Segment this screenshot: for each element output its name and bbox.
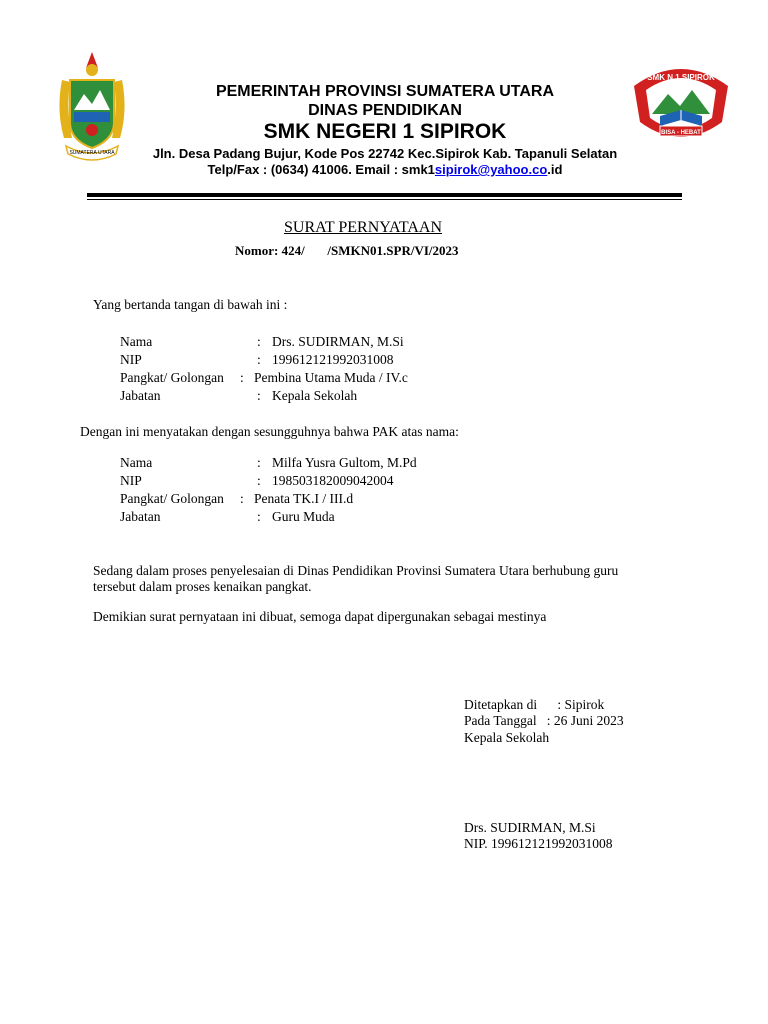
school-logo-label: SMK N 1 SIPIROK (647, 73, 715, 82)
signature-position: Kepala Sekolah (464, 730, 550, 745)
body-text-line1: Sedang dalam proses penyelesaian di Dinas Pendidikan Provinsi Sumatera Utara berhubung guru (93, 563, 619, 578)
email-link[interactable]: sipirok@yahoo.co (434, 162, 548, 177)
colon: : (257, 352, 261, 367)
signer-row-name (120, 334, 520, 352)
closing-text: Demikian surat pernyataan ini dibuat, semoga dapat dipergunakan sebagai mestinya (93, 609, 547, 624)
letterhead-contact (126, 162, 644, 177)
letter-title: SURAT PERNYATAAN (283, 219, 442, 236)
left-logo-caption: SUMATERA UTARA (69, 150, 115, 156)
school-logo (632, 60, 730, 146)
colon: : (257, 388, 261, 403)
subject-label: Pangkat/ Golongan (120, 491, 224, 506)
body-text-line2: tersebut dalam proses kenaikan pangkat. (93, 579, 312, 594)
signer-label: Nama (120, 334, 153, 349)
colon: : (257, 334, 261, 349)
contact-prefix: Telp/Fax : (0634) 41006. Email : smk1 (207, 162, 435, 177)
colon: : (240, 491, 244, 506)
subject-value: Milfa Yusra Gultom, M.Pd (272, 455, 417, 470)
subject-row-nip (120, 473, 520, 491)
contact-suffix: .id (547, 162, 563, 177)
signer-row-rank (120, 370, 520, 388)
colon: : (257, 455, 261, 470)
letter-number: Nomor: 424/ /SMKN01.SPR/VI/2023 (235, 243, 459, 258)
subject-row-name (120, 455, 520, 473)
intro-text: Yang bertanda tangan di bawah ini : (93, 297, 288, 312)
subject-label: NIP (120, 473, 142, 488)
letterhead-government: PEMERINTAH PROVINSI SUMATERA UTARA (215, 83, 555, 100)
signer-label: NIP (120, 352, 142, 367)
signer-row-position (120, 388, 520, 406)
signer-value: Kepala Sekolah (272, 388, 358, 403)
school-logo-motto: BISA - HEBAT (661, 130, 701, 136)
subject-value: Penata TK.I / III.d (254, 491, 354, 506)
signature-name: Drs. SUDIRMAN, M.Si (464, 820, 596, 835)
signer-value: Drs. SUDIRMAN, M.Si (272, 334, 404, 349)
subject-row-position (120, 509, 520, 527)
signature-place: Ditetapkan di : Sipirok (464, 697, 605, 712)
letterhead-school-name: SMK NEGERI 1 SIPIROK (263, 120, 507, 143)
signer-value: Pembina Utama Muda / IV.c (254, 370, 408, 385)
signer-row-nip (120, 352, 520, 370)
subject-value: 198503182009042004 (272, 473, 394, 488)
colon: : (240, 370, 244, 385)
province-emblem-logo (52, 50, 132, 162)
letterhead-department: DINAS PENDIDIKAN (308, 102, 462, 119)
signer-label: Pangkat/ Golongan (120, 370, 224, 385)
letterhead-address: Jln. Desa Padang Bujur, Kode Pos 22742 Kec.Sipirok Kab. Tapanuli Selatan (152, 146, 618, 161)
statement-text: Dengan ini menyatakan dengan sesungguhnya bahwa PAK atas nama: (80, 424, 459, 439)
subject-row-rank (120, 491, 520, 509)
signer-value: 199612121992031008 (272, 352, 394, 367)
signature-date: Pada Tanggal : 26 Juni 2023 (464, 713, 624, 728)
letterhead-rule-thin (87, 199, 682, 200)
subject-label: Nama (120, 455, 153, 470)
colon: : (257, 473, 261, 488)
signer-label: Jabatan (120, 388, 161, 403)
colon: : (257, 509, 261, 524)
subject-label: Jabatan (120, 509, 161, 524)
letterhead-rule-thick (87, 193, 682, 197)
subject-value: Guru Muda (272, 509, 335, 524)
signature-nip: NIP. 199612121992031008 (464, 836, 613, 851)
